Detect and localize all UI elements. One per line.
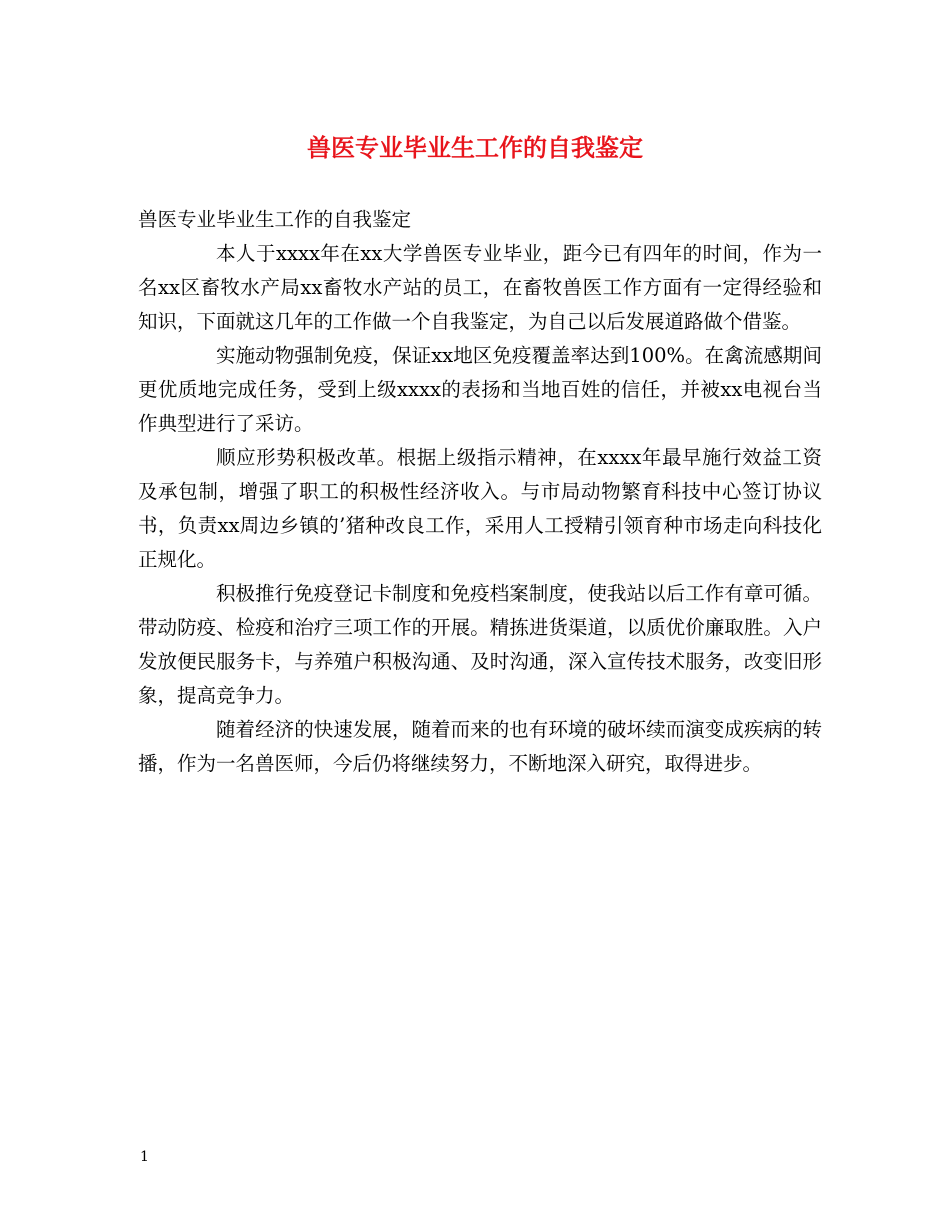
document-body xyxy=(138,203,822,781)
paragraph-2: 实施动物强制免疫，保证xx地区免疫覆盖率达到100%。在禽流感期间更优质地完成任务，受到上级xxxx的表扬和当地百姓的信任，并被xx电视台当作典型进行了采访。 xyxy=(138,344,822,435)
paragraph-4: 积极推行免疫登记卡制度和免疫档案制度，使我站以后工作有章可循。带动防疫、检疫和治疗三项工作的开展。精拣进货渠道，以质优价廉取胜。入户发放便民服务卡，与养殖户积极沟通、及时沟通，深入宣传技术服务，改变旧形象，提高竞争力。 xyxy=(138,582,822,707)
document-subtitle: 兽医专业毕业生工作的自我鉴定 xyxy=(138,208,412,231)
paragraph-3: 顺应形势积极改革。根据上级指示精神，在xxxx年最早施行效益工资及承包制，增强了职工的积极性经济收入。与市局动物繁育科技中心签订协议书，负责xx周边乡镇的’猪种改良工作，采用人工授精引领育种市场走向科技化正规化。 xyxy=(138,446,822,571)
paragraph-1: 本人于xxxx年在xx大学兽医专业毕业，距今已有四年的时间，作为一名xx区畜牧水产局xx畜牧水产站的员工，在畜牧兽医工作方面有一定得经验和知识，下面就这几年的工作做一个自我鉴定，为自己以后发展道路做个借鉴。 xyxy=(138,242,822,333)
page-number: 1 xyxy=(140,1149,149,1165)
paragraph-5: 随着经济的快速发展，随着而来的也有环境的破坏续而演变成疾病的转播，作为一名兽医师，今后仍将继续努力，不断地深入研究，取得进步。 xyxy=(138,718,822,775)
page-title: 兽医专业毕业生工作的自我鉴定 xyxy=(307,133,643,162)
